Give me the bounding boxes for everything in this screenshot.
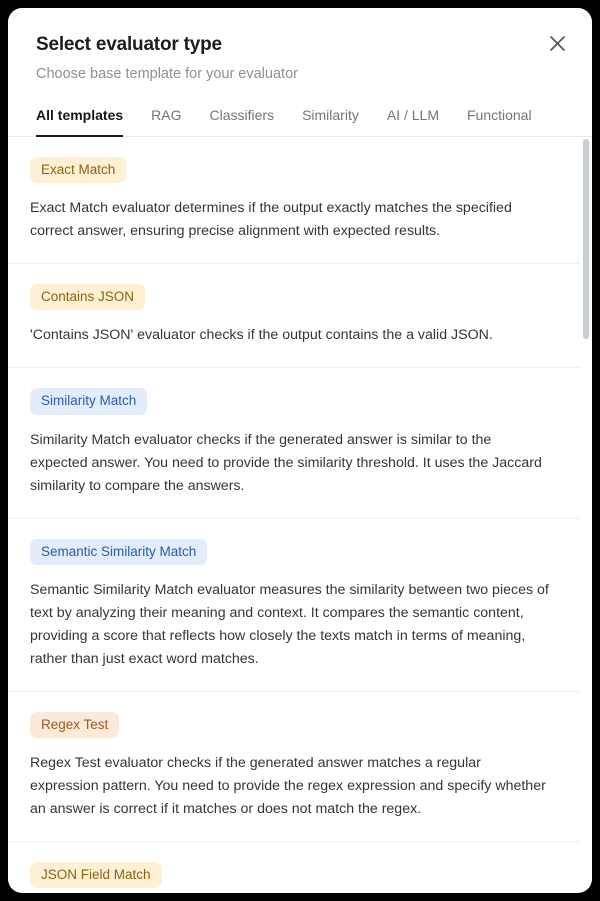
list-item[interactable] xyxy=(8,264,580,368)
status-badge: Exact Match xyxy=(30,157,126,183)
tab-rag[interactable]: RAG xyxy=(151,107,182,123)
scrollbar-thumb[interactable] xyxy=(583,139,589,339)
template-description: Regex Test evaluator checks if the generated answer matches a regular expression pattern. You need to provide the regex expression and specify whether an answer is correct if it matches or does not match the regex. xyxy=(30,754,546,817)
tab-functional[interactable]: Functional xyxy=(466,107,532,123)
list-item[interactable] xyxy=(8,842,580,893)
status-badge: Contains JSON xyxy=(30,284,145,310)
page-title: Select evaluator type xyxy=(36,34,222,55)
template-description: Exact Match evaluator determines if the output exactly matches the specified correct answer, ensuring precise alignment with expected results. xyxy=(30,200,512,240)
template-list-wrapper xyxy=(8,137,592,893)
template-description: Similarity Match evaluator checks if the generated answer is similar to the expected answer. You need to provide the similarity threshold. It uses the Jaccard similarity to compare the answers. xyxy=(30,431,542,494)
status-badge: JSON Field Match xyxy=(30,862,162,888)
template-description: 'Contains JSON' evaluator checks if the output contains the a valid JSON. xyxy=(30,327,493,344)
tab-all-templates[interactable]: All templates xyxy=(36,107,123,137)
template-list xyxy=(8,137,592,893)
close-icon[interactable] xyxy=(544,30,570,56)
template-category-tabs xyxy=(8,106,592,137)
status-badge: Regex Test xyxy=(30,712,119,738)
list-item[interactable] xyxy=(8,692,580,842)
scrollbar[interactable] xyxy=(582,137,590,893)
select-evaluator-modal xyxy=(8,8,592,893)
status-badge: Semantic Similarity Match xyxy=(30,539,207,565)
tab-classifiers[interactable]: Classifiers xyxy=(209,107,275,123)
modal-subtitle: Choose base template for your evaluator xyxy=(36,66,298,82)
list-item[interactable] xyxy=(8,137,580,264)
tab-similarity[interactable]: Similarity xyxy=(302,107,359,123)
list-item[interactable] xyxy=(8,368,580,518)
modal-header xyxy=(8,8,592,82)
status-badge: Similarity Match xyxy=(30,388,147,414)
list-item[interactable] xyxy=(8,519,580,692)
template-description: Semantic Similarity Match evaluator measures the similarity between two pieces of text by analyzing their meaning and context. It compares the semantic content, providing a score that reflects how closely the texts match in terms of meaning, rather than just exact word matches. xyxy=(30,581,549,667)
tab-ai-llm[interactable]: AI / LLM xyxy=(386,107,439,123)
